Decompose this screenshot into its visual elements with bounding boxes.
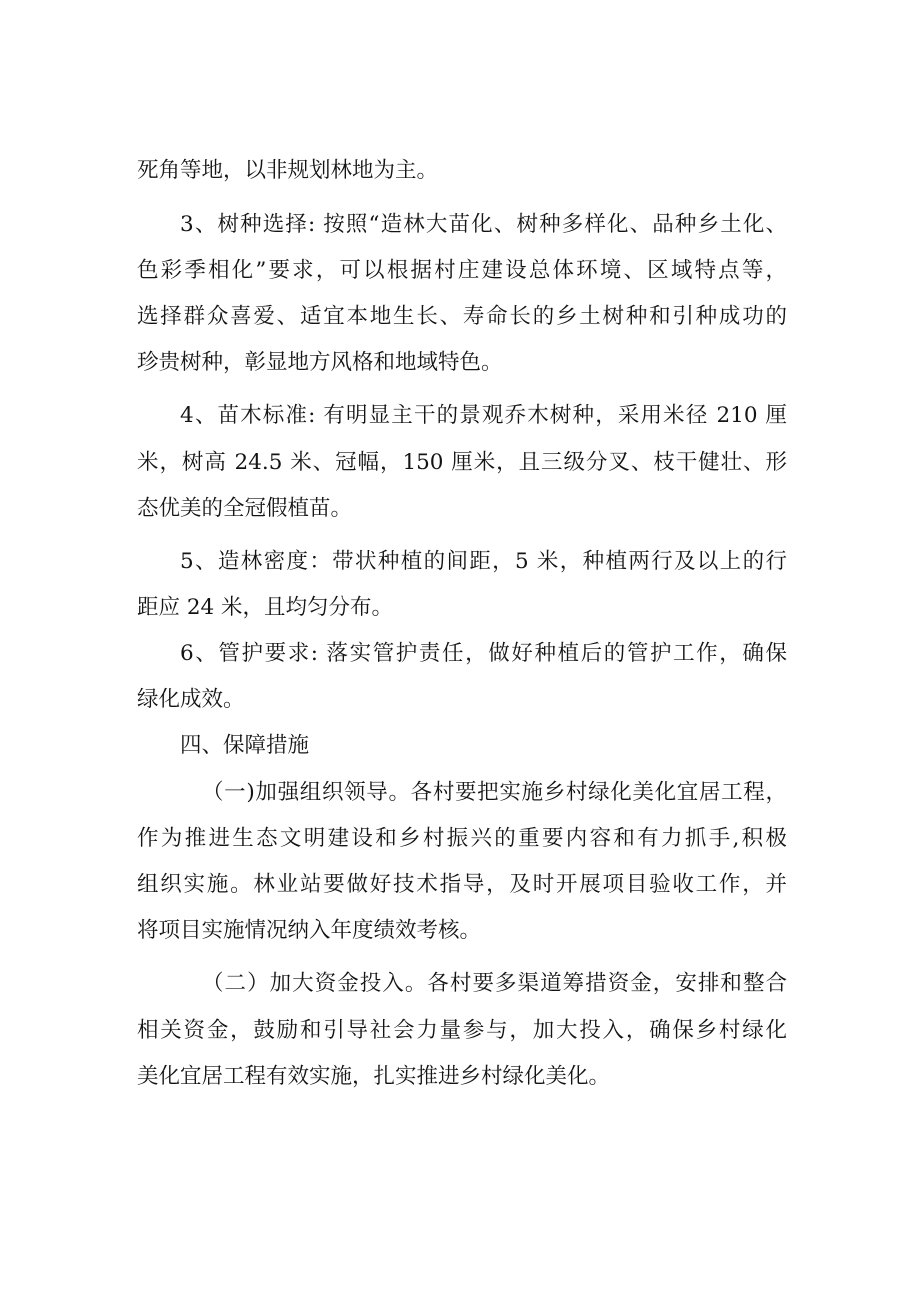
- subsection-1-line-2: 作为推进生态文明建设和乡村振兴的重要内容和有力抓手,积极: [137, 826, 787, 851]
- subsection-2-line-2: 相关资金，鼓励和引导社会力量参与，加大投入，确保乡村绿化: [137, 1018, 787, 1043]
- paragraph-6-line-1: 6、管护要求: 落实管护责任，做好种植后的管护工作，确保: [180, 641, 787, 666]
- paragraph-3-line-2: 色彩季相化”要求，可以根据村庄建设总体环境、区域特点等，: [137, 258, 787, 283]
- subsection-2-line-3: 美化宜居工程有效实施，扎实推进乡村绿化美化。: [137, 1064, 611, 1089]
- paragraph-6-line-2: 绿化成效。: [137, 687, 245, 712]
- paragraph-4-line-3: 态优美的全冠假植苗。: [137, 496, 353, 521]
- paragraph-4-line-2: 米，树高 24.5 米、冠幅，150 厘米，且三级分叉、枝干健壮、形: [137, 450, 787, 475]
- paragraph-3-line-4: 珍贵树种，彰显地方风格和地域特色。: [137, 350, 503, 375]
- section-heading-4: 四、保障措施: [180, 733, 310, 758]
- paragraph-3-line-3: 选择群众喜爱、适宜本地生长、寿命长的乡土树种和引种成功的: [137, 304, 787, 329]
- paragraph-5-line-2: 距应 24 米，且均匀分布。: [137, 595, 394, 620]
- paragraph-4-line-1: 4、苗木标准: 有明显主干的景观乔木树种，采用米径 210 厘: [180, 403, 787, 428]
- paragraph-5-line-1: 5、造林密度：带状种植的间距，5 米，种植两行及以上的行: [180, 549, 787, 574]
- subsection-1-line-3: 组织实施。林业站要做好技术指导，及时开展项目验收工作，并: [137, 872, 787, 897]
- paragraph-continuation-line-1: 死角等地，以非规划林地为主。: [137, 158, 439, 183]
- paragraph-3-line-1: 3、树种选择: 按照“造林大苗化、树种多样化、品种乡土化、: [180, 212, 787, 237]
- subsection-2-line-1: （二）加大资金投入。各村要多渠道筹措资金，安排和整合: [202, 971, 787, 996]
- subsection-1-line-4: 将项目实施情况纳入年度绩效考核。: [137, 918, 482, 943]
- subsection-1-line-1: （一)加强组织领导。各村要把实施乡村绿化美化宜居工程，: [202, 780, 787, 805]
